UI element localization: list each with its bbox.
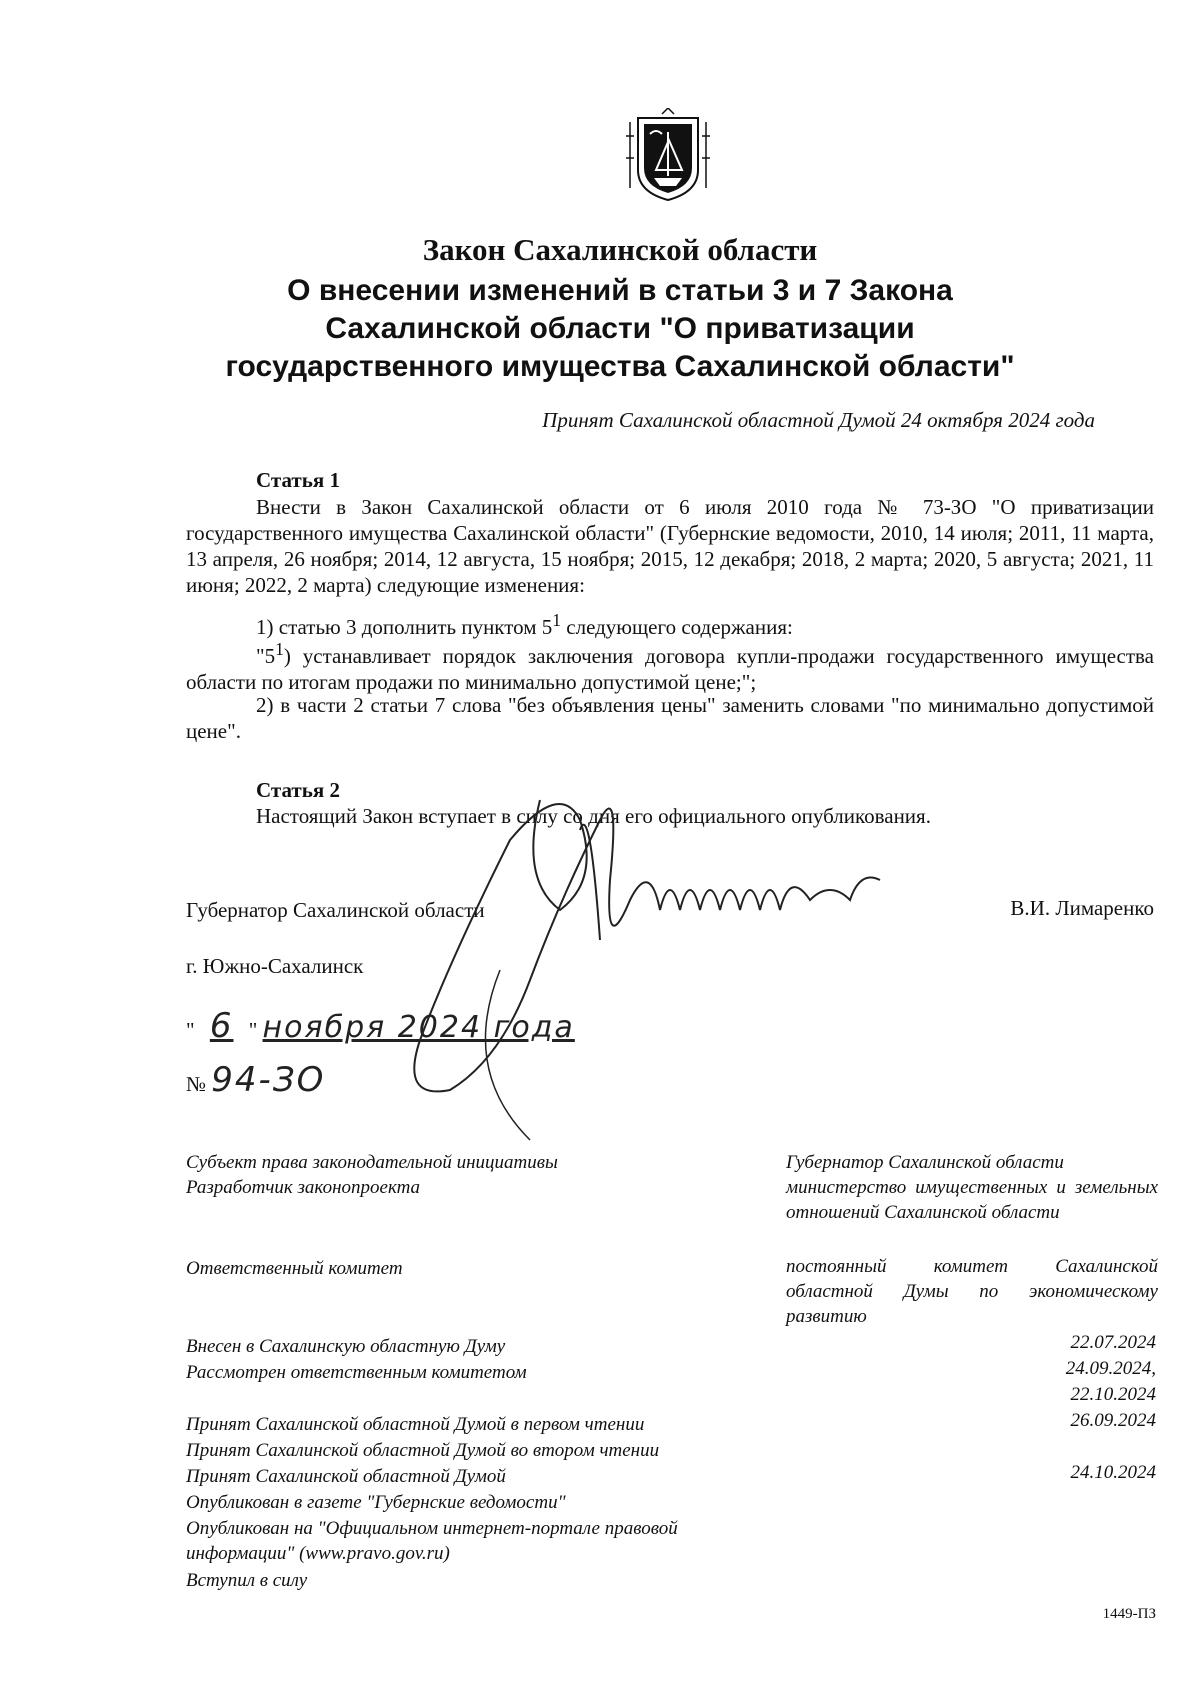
law-title: Закон Сахалинской области	[422, 232, 818, 267]
developer-label: Разработчик законопроекта	[186, 1177, 421, 1198]
article-2-text: Настоящий Закон вступает в силу со дня его официального опубликования.	[256, 804, 931, 828]
second-reading-label: Принят Сахалинской областной Думой во втором чтении	[186, 1440, 660, 1461]
law-subject-line: Сахалинской области "О приватизации	[325, 312, 915, 345]
item-1-text-end: следующего содержания:	[561, 615, 793, 639]
number-value: 94-ЗО	[211, 1060, 326, 1100]
considered-date-2: 22.10.2024	[1070, 1384, 1156, 1405]
quote-start: "5	[256, 644, 276, 668]
subject-value: Губернатор Сахалинской области	[786, 1152, 1064, 1173]
quote-text: ) устанавливает порядок заключения договора купли-продажи государственного имущества области по итогам продажи по минимально допустимой цене;";	[186, 644, 1154, 694]
committee-label: Ответственный комитет	[186, 1258, 403, 1279]
adopted-label: Принят Сахалинской областной Думой	[186, 1466, 506, 1487]
article-1-heading: Статья 1	[256, 468, 340, 492]
governor-position: Губернатор Сахалинской области	[186, 898, 485, 922]
law-subject-line: О внесении изменений в статьи 3 и 7 Закона	[287, 274, 953, 307]
quote-sup: 1	[275, 639, 284, 659]
submitted-date: 22.07.2024	[1070, 1332, 1156, 1353]
sign-date	[186, 1006, 575, 1046]
coat-of-arms-emblem	[624, 108, 712, 204]
subject-label: Субъект права законодательной инициативы	[186, 1152, 558, 1173]
first-reading-label: Принят Сахалинской областной Думой в первом чтении	[186, 1414, 645, 1435]
article-1-item-2: 2) в части 2 статьи 7 слова "без объявления цены" заменить словами "по минимально допустимой цене".	[186, 693, 1154, 743]
date-month-year: ноября 2024 года	[262, 1010, 575, 1045]
committee-value: постоянный комитет Сахалинской областной Думы по экономическому развитию	[786, 1256, 1158, 1327]
in-force-label: Вступил в силу	[186, 1570, 308, 1591]
adopted-date: 24.10.2024	[1070, 1462, 1156, 1483]
considered-label: Рассмотрен ответственным комитетом	[186, 1362, 527, 1383]
city: г. Южно-Сахалинск	[186, 954, 364, 978]
first-reading-date: 26.09.2024	[1070, 1410, 1156, 1431]
law-subject	[120, 272, 1120, 386]
date-quote-open: "	[186, 1018, 195, 1042]
published-portal: Опубликован на "Официальном интернет-портале правовой информации" (www.pravo.gov.ru)	[186, 1518, 678, 1564]
document-code: 1449-ПЗ	[1102, 1606, 1156, 1622]
date-day: 6	[209, 1006, 234, 1046]
item-1-sup: 1	[552, 610, 562, 630]
considered-date-1: 24.09.2024,	[1065, 1358, 1156, 1379]
number-label: №	[186, 1072, 207, 1096]
date-quote-close: "	[248, 1018, 258, 1042]
developer-value: министерство имущественных и земельных отношений Сахалинской области	[786, 1177, 1158, 1223]
article-1-quote	[186, 636, 1154, 695]
law-number	[186, 1060, 325, 1100]
article-2-heading: Статья 2	[256, 778, 340, 802]
adoption-note: Принят Сахалинской областной Думой 24 октября 2024 года	[542, 408, 1095, 432]
law-subject-line: государственного имущества Сахалинской области"	[225, 350, 1015, 383]
submitted-label: Внесен в Сахалинскую областную Думу	[186, 1336, 506, 1357]
item-1-text: 1) статью 3 дополнить пунктом 5	[256, 615, 553, 639]
article-1-intro: Внести в Закон Сахалинской области от 6 июля 2010 года № 73-ЗО "О приватизации государственного имущества Сахалинской области" (Губернские ведомости, 2010, 14 июля; 2011, 11 марта, 13 апреля, 26 ноября; 2014, 12 августа, 15 ноября; 2015, 12 декабря; 2018, 2 марта; 2020, 5 августа; 2021, 11 июня; 2022, 2 марта) следующие изменения:	[186, 495, 1154, 597]
published-newspaper: Опубликован в газете "Губернские ведомости"	[186, 1492, 566, 1513]
governor-name: В.И. Лимаренко	[1010, 896, 1154, 920]
